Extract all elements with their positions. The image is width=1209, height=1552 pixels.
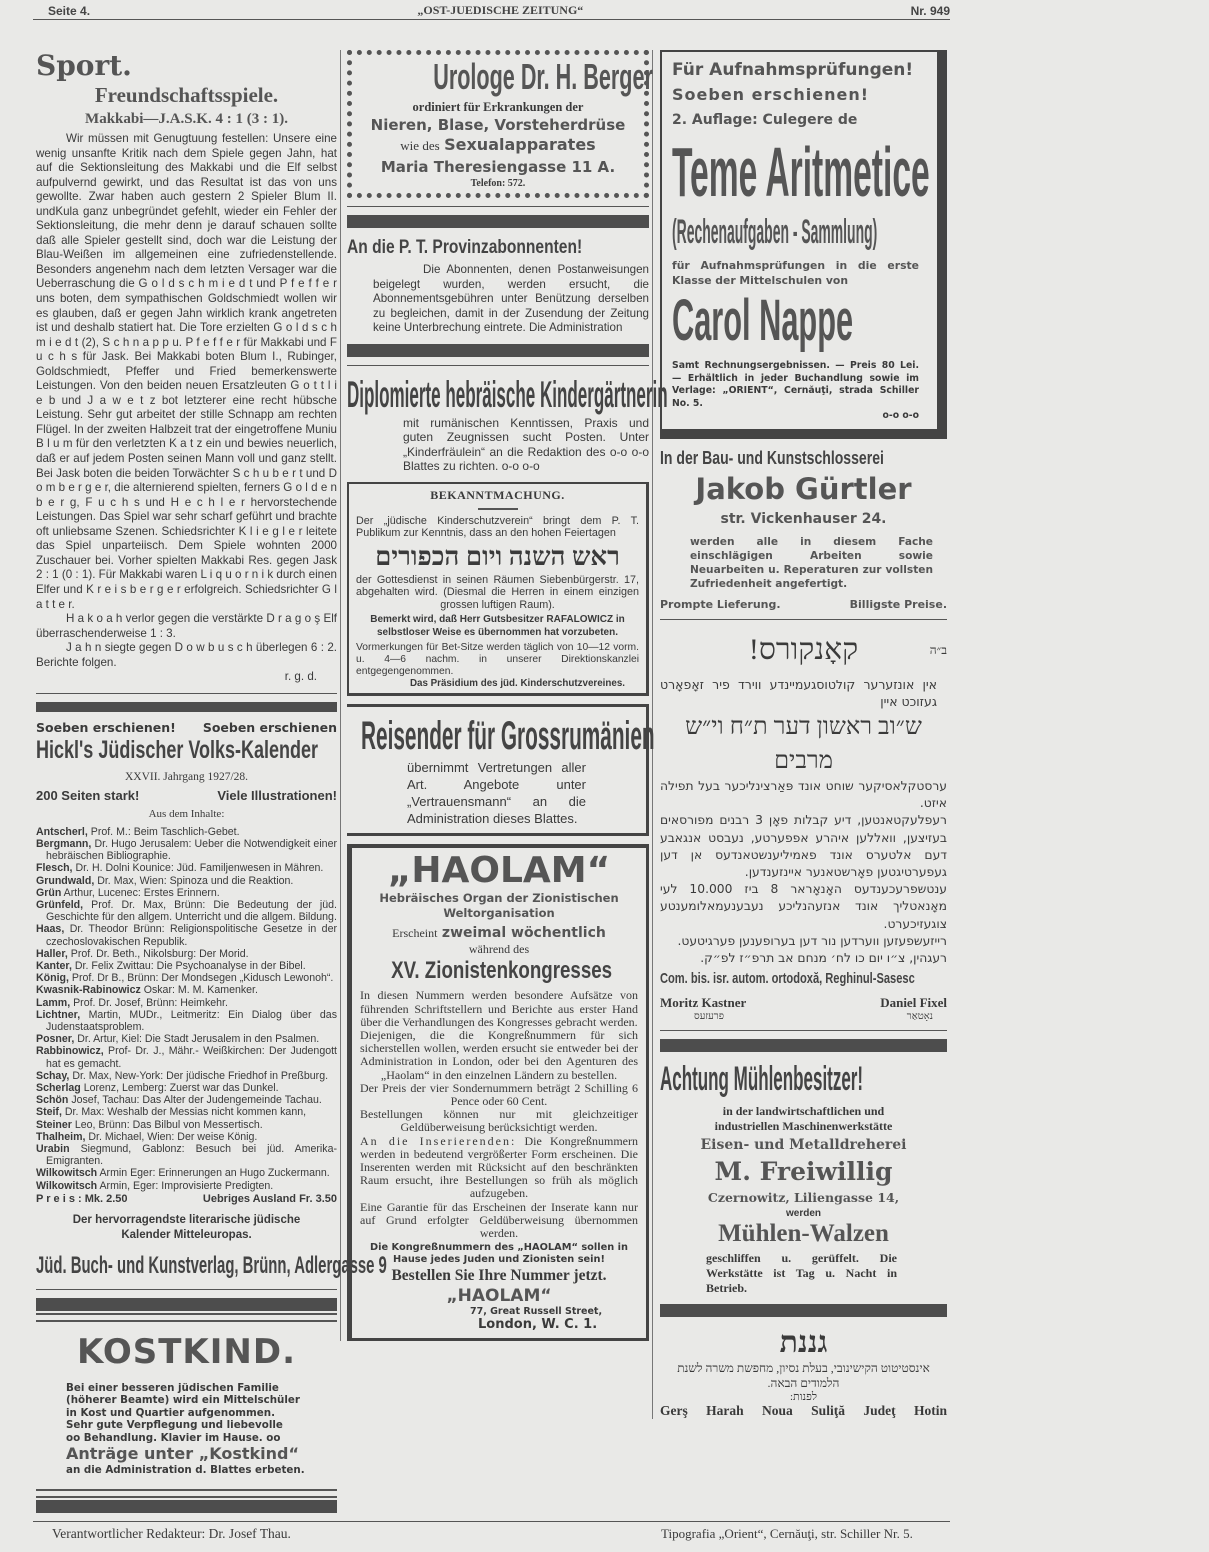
contents-item bbox=[36, 1106, 337, 1118]
ad-text: geschliffen u. gerüffelt. Die Werkstätte ist Tag u. Nacht in Betrieb. bbox=[706, 1251, 897, 1296]
sport-article bbox=[36, 50, 337, 685]
price: P r e i s : Mk. 2.50 bbox=[36, 1192, 128, 1205]
item-title: Dr. Felix Zwittau: Die Psychoanalyse in der Bibel. bbox=[71, 960, 306, 973]
kostkind-text bbox=[36, 1374, 337, 1477]
contents-item bbox=[36, 1119, 337, 1131]
item-author: Kwasnik-Rabinowicz bbox=[36, 984, 141, 997]
item-author: Steiner bbox=[36, 1118, 72, 1131]
divider-bar bbox=[660, 1304, 947, 1317]
item-author: Wilkowitsch bbox=[36, 1179, 98, 1192]
contents-item bbox=[36, 862, 337, 874]
separator bbox=[478, 508, 518, 510]
ad-line: Nieren, Blase, Vorsteherdrüse bbox=[370, 116, 626, 134]
haolam-subtitle: Hebräisches Organ der Zionistischen Weltorganisation bbox=[379, 891, 619, 921]
divider-bar bbox=[660, 1039, 947, 1052]
paragraph: רייזעשפעזען ווערדען נור דען בערופענען פערגיטעט. bbox=[677, 933, 947, 948]
item-author: Flesch, bbox=[36, 862, 73, 875]
haolam-name: „HAOLAM“ bbox=[446, 1286, 552, 1307]
notice-title: BEKANNTMACHUNG. bbox=[430, 487, 565, 502]
item-author: Grundwald, bbox=[36, 874, 95, 887]
item-title: Prof- Dr. J., Mähr.- Weißkirchen: Der Judengott hat es gemacht. bbox=[46, 1045, 337, 1070]
text-line: an die Administration d. Blattes erbeten. bbox=[66, 1464, 305, 1477]
ad-line: ordiniert für Erkrankungen der bbox=[412, 100, 584, 114]
tag-right: Soeben erschienen bbox=[202, 719, 337, 735]
notice-text: Die Abonnenten, denen Postanweisungen beigelegt wurden, werden ersucht, die Abonnementsgebühren unter Benützung derselben zu begleichen, damit in der Zusendung der Zeitung keine Unterbrechung eintrete. Die Administration bbox=[373, 263, 649, 335]
item-title: Martin, MUDr., Leitmeritz: Ein Dialog über das Judenstaatsproblem. bbox=[46, 1008, 337, 1034]
page-columns bbox=[33, 50, 950, 1513]
ad-line: Soeben erschienen! bbox=[672, 85, 870, 104]
divider bbox=[347, 365, 649, 366]
contents-item bbox=[36, 948, 337, 960]
contents-item bbox=[36, 1167, 337, 1179]
divider bbox=[36, 1289, 337, 1290]
paragraph: Diejenigen, die die Kongreßnummern für sich sicherstellen wollen, werden ersucht sie entweder bei der Administration in London, oder bei den Agenturen des „Haolam“ in den einzelnen Ländern zu bestellen. bbox=[360, 1028, 638, 1082]
item-title: Lorenz, Lemberg: Zuerst war das Dunkel. bbox=[80, 1082, 279, 1095]
item-title: Dr. Artur, Kiel: Die Stadt Jerusalem in den Psalmen. bbox=[74, 1033, 320, 1046]
divider-bar bbox=[36, 1500, 337, 1513]
item-author: Lamm, bbox=[36, 996, 71, 1009]
ad-line: industriellen Maschinenwerkstätte bbox=[714, 1119, 893, 1134]
contents-label: Aus dem Inhalte: bbox=[148, 807, 225, 820]
kalender-ad bbox=[36, 719, 387, 1281]
item-title: Prof. Dr. Josef, Brünn: Heimkehr. bbox=[70, 996, 228, 1009]
item-author: Lichtner, bbox=[36, 1008, 81, 1021]
illustrations-note: Viele Illustrationen! bbox=[217, 787, 337, 803]
company-address: str. Vickenhauser 24. bbox=[720, 511, 887, 527]
hebrew-holidays: ראש השנה ויום הכפורים bbox=[375, 541, 620, 571]
item-title: Leo, Brünn: Das Bilbul von Messertisch. bbox=[71, 1118, 263, 1131]
company-name: Jakob Gürtler bbox=[695, 472, 912, 506]
contents-item bbox=[36, 1143, 337, 1167]
community-name: Com. bis. isr. autom. ortodoxă, Reghinul-Sasesc bbox=[660, 970, 915, 988]
address: Maria Theresiengasse 11 A. bbox=[380, 158, 616, 176]
left-column bbox=[33, 49, 387, 1513]
item-author: Haller, bbox=[36, 947, 68, 960]
newspaper-title: „OST-JUEDISCHE ZEITUNG“ bbox=[417, 3, 584, 17]
ad-text: mit rumänischen Kenntissen, Praxis und guten Zeugnissen sucht Posten. Unter „Kinderfräulein“ an die Redaktion des o-o o-o Blattes zu richten. o-o o-o bbox=[403, 415, 649, 474]
paragraph: Die Kongreßnummern werden in bedeutend vergrößerter Form erscheinen. Die Inserenten werden mit Rücksicht auf den beschränkten Raum ersucht, ihre Bestellungen so früh als möglich aufzugeben. bbox=[360, 1133, 638, 1201]
section-title: Sport. bbox=[36, 49, 132, 82]
offer-line: Anträge unter „Kostkind“ bbox=[66, 1444, 300, 1464]
item-title: Armin Eger: Erinnerungen an Hugo Zuckermann. bbox=[97, 1167, 330, 1180]
ornament: o-o o-o bbox=[882, 410, 919, 421]
details-text: Samt Rechnungsergebnissen. — Preis 80 Lei. — Erhältlich in jeder Buchandlung sowie im Verlage: „ORIENT“, Cernăuţi, strada Schiller No. 5. bbox=[672, 360, 919, 409]
article-paragraph: Wir müssen mit Genugtuung festellen: Unsere eine wenig unsanfte Kritik nach dem Spiele gegen Jahn, hat auf die Sektionsleitung des Makkabi und die Elf selbst aufpulvernd gewirkt, und das Resultat ist das von uns gewollte. Zwar haben auch gestern 2 Spieler Blum II. undKula ganz unbegründet gefehlt, wieder ein Fehler der Sektionsleitung, die mehr denn je darauf schauen sollte daß alle Spieler gestellt sind, doch war die Leistung der Blau-Weißen im allgemeinen eine zufriedenstellende. Besonders angenehm nach dem letzten Versager war die Ueberraschung die G o l d s c h m i e d t und P f e f f e r uns boten, dem sympathischen Goldschmiedt wollen wir es glauben, daß er gegen Jahn wirklich krank angetreten ist und deshalb statiert hat. Die Tore erzielten G o l d s c h m i e d t (2), S c h n a p p u. P f e f f e r für Makkabi und F u c h s für Jask. Bei Makkabi boten Blum I., Rubinger, Goldschmiedt, Pfeffer und Fried bemerkenswerte Leistungen. Von den beiden neuen Ersatzleuten G o t t l i e b und J a w e t z bot letzterer eine recht hübsche Leistung. Sehr gut arbeitet der stille Schnapp am rechten Flügel. In der zweiten Halbzeit trat der eingetroffene Muniu B l u m für den verletzten K a t z ein und bewies neuerlich, daß er auf jedem Posten seinen Mann voll und ganz stellt. Bei Jask boten die beiden Torwächter S c h u b e r t und D o m b e r g e r, die alternierend spielten, ferners G o l d e n b e r g, F u c h s und H e c h l e r hervorstechende Leistungen. Das Spiel war sehr scharf geführt und brachte oft unliebsame Szenen. Schiedsrichter K l i e g l e r leitete das Spiel unparteiisch. Dem Spiele wohnten 2000 Zuschauer bei. Vorher spielten Makkabi Res. gegen Jask 2 : 1 (0 : 1). Für Makkabi waren L i q u o r n i k durch einen Elfer und K r e i s b e r g e r erfolgreich. Schiedsrichter G l a t t e r. bbox=[36, 132, 337, 611]
divider-bar bbox=[36, 1298, 337, 1311]
article-paragraph: J a h n siegte gegen D o w b u s c h überlegen 6 : 2. Berichte folgen. bbox=[36, 641, 337, 669]
wave-ornament bbox=[36, 1313, 337, 1322]
article-paragraph: H a k o a h verlor gegen die verstärkte D r a g o ş Elf überraschenderweise 1 : 3. bbox=[36, 612, 337, 640]
item-author: Wilkowitsch bbox=[36, 1167, 98, 1180]
item-title: Dr. H. Dolni Kounice: Jüd. Familjenwesen in Mähren. bbox=[72, 862, 324, 875]
article-heading: Freundschaftsspiele. bbox=[94, 83, 279, 107]
ad-line: für Aufnahmsprüfungen in die erste Klasse der Mittelschulen von bbox=[672, 259, 919, 287]
ad-title: Diplomierte hebräische Kindergärtnerin bbox=[347, 373, 668, 415]
right-column bbox=[652, 50, 950, 1419]
company-name: M. Freiwillig bbox=[714, 1157, 893, 1187]
signatory-role: פרעזעס bbox=[694, 1011, 724, 1023]
item-author: Schön bbox=[36, 1094, 69, 1107]
text-line: Bei einer besseren jüdischen Familie bbox=[66, 1381, 279, 1394]
abonnenten-notice bbox=[347, 236, 649, 336]
signatory-role: נאָטאַר bbox=[906, 1011, 933, 1023]
kostkind-ad bbox=[36, 1298, 337, 1513]
item-title: Prof. M.: Beim Taschlich-Gebet. bbox=[87, 825, 240, 838]
contents-item bbox=[36, 960, 337, 972]
contents-item bbox=[36, 826, 337, 838]
notice-text: אין אונזערער קולטוסגעמיינדע ווירד פיר זאָפאָרט געזוכט איין bbox=[660, 677, 937, 709]
kalender-title: Hickl's Jüdischer Volks-Kalender bbox=[36, 735, 319, 764]
item-author: Urabin bbox=[36, 1143, 70, 1156]
contents-item bbox=[36, 984, 337, 996]
notice-text: Der „jüdische Kinderschutzverein“ bringt dem P. T. Publikum zur Kenntnis, dass an den hohen Feiertagen bbox=[356, 514, 639, 540]
ad-line: לפנות: bbox=[789, 1391, 818, 1404]
ad-slogan: Billigste Preise. bbox=[849, 598, 947, 611]
paragraph: Der Preis der vier Sondernummern beträgt 2 Schilling 6 Pence oder 60 Cent. bbox=[360, 1080, 638, 1109]
contents-item bbox=[36, 997, 337, 1009]
item-title: Siegmund, Gablonz: Besuch bei jüd. Amerika-Emigranten. bbox=[46, 1143, 337, 1168]
congress-title: XV. Zionistenkongresses bbox=[391, 957, 613, 985]
item-author: Grünfeld, bbox=[36, 899, 84, 911]
ad-line: 2. Auflage: Culegere de bbox=[672, 112, 858, 128]
paragraph: ענטשפרעכענדעס האָנאָראר 8 ביז 10.000 לעי מאָנאטליך אונד אנזעהנליכע נעבענעמאלומענטע צוגעזיכערט. bbox=[660, 882, 947, 931]
item-author: Thalheim, bbox=[36, 1130, 86, 1143]
item-title: Dr. Max, New-York: Der jüdische Friedhof in Preßburg. bbox=[69, 1069, 329, 1082]
kostkind-title: KOSTKIND. bbox=[77, 1331, 296, 1372]
paragraph: רעפלעקטאנטען, דיע קבלות פאָן 3 רבנים מפורסאים בעזיצען, וואללען איהרע אפפערטע, נעבסט אנגאבע דעם אלטערס אונד פאמיליענשטאנדעס אן דען געפערטיגטען פאָרשטאנער איינזענדען. bbox=[660, 813, 947, 880]
item-title: Dr. Max: Weshalb der Messias nicht kommen kann, bbox=[61, 1106, 307, 1119]
contact-address: Gerş Harah Noua Suliţă Judeţ Hotin bbox=[660, 1403, 947, 1419]
notice-signature: Das Präsidium des jüd. Kinderschutzvereines. bbox=[409, 678, 625, 690]
header-rule bbox=[33, 19, 950, 20]
ad-line: Für Aufnahmsprüfungen! bbox=[672, 60, 914, 80]
notice-text: Vormerkungen für Bet-Sitze werden täglich von 10—12 vorm. u. 4—6 nachm. in unserer Direktionskanzlei entgegengenommen. bbox=[356, 642, 639, 678]
contents-item bbox=[36, 1082, 337, 1094]
ad-line: während des bbox=[468, 942, 530, 957]
contents-item bbox=[36, 1070, 337, 1082]
contents-item bbox=[36, 875, 337, 887]
middle-column bbox=[340, 50, 668, 1341]
item-author: Scherlag bbox=[36, 1082, 81, 1095]
contents-item bbox=[36, 899, 337, 923]
divider bbox=[36, 693, 337, 694]
item-author: Posner, bbox=[36, 1033, 75, 1046]
contents-item bbox=[36, 1045, 337, 1069]
editor-credit: Verantwortlicher Redakteur: Dr. Josef Thau. bbox=[52, 1525, 291, 1541]
paragraph: Eine Garantie für das Erscheinen der Inserate kann nur auf Grund erfolgter Geldüberweisung übernommen werden. bbox=[360, 1199, 638, 1241]
bh-mark: ב״ה bbox=[929, 642, 947, 657]
teme-ad bbox=[660, 50, 947, 439]
notice-title: An die P. T. Provinzabonnenten! bbox=[347, 237, 583, 258]
reisender-ad bbox=[347, 704, 655, 836]
item-author: Kanter, bbox=[36, 960, 72, 973]
address-street: 77, Great Russell Street, bbox=[470, 1306, 603, 1318]
contents-item bbox=[36, 1094, 337, 1106]
text-line: in Kost und Quartier aufgenommen. bbox=[66, 1406, 275, 1419]
address-city: London, W. C. 1. bbox=[478, 1317, 598, 1333]
haolam-title: „HAOLAM“ bbox=[387, 850, 611, 892]
ad-line: Eisen- und Metalldreherei bbox=[700, 1137, 907, 1154]
item-author: Steif, bbox=[36, 1106, 62, 1119]
item-title: Josef, Tachau: Das Alter der Judengemeinde Tachau. bbox=[68, 1094, 322, 1107]
phone: Telefon: 572. bbox=[470, 178, 526, 189]
doctor-name: Urologe Dr. H. Berger bbox=[433, 56, 653, 97]
page-header bbox=[48, 0, 950, 19]
item-title: Dr. Michael, Wien: Der weise König. bbox=[85, 1130, 258, 1143]
book-author: Carol Nappe bbox=[672, 288, 854, 353]
contents-item bbox=[36, 838, 337, 862]
haolam-text bbox=[360, 989, 638, 1240]
kindergarten-ad bbox=[347, 373, 668, 474]
text-line: oo Behandlung. Klavier im Hause. oo bbox=[66, 1431, 281, 1444]
gannenet-ad bbox=[660, 1325, 947, 1419]
paragraph: Bestellungen können nur mit gleichzeitiger Geldüberweisung berücksichtigt werden. bbox=[360, 1107, 638, 1135]
contents-item bbox=[36, 1033, 337, 1045]
text-line: Sehr gute Verpflegung und liebevolle bbox=[66, 1419, 283, 1432]
divider bbox=[660, 1030, 947, 1031]
signatory: Moritz Kastner bbox=[660, 995, 747, 1011]
contents-item bbox=[36, 1131, 337, 1143]
book-title: Teme Aritmetice bbox=[672, 133, 930, 211]
item-title: Prof. Dr. Max, Brünn: Die Bedeutung der jüd. Geschichte für den allgem. Unterricht und die allgem. Bildung. bbox=[46, 899, 337, 924]
ad-text: übernimmt Vertretungen aller Art. Angebote unter „Vertrauensmann“ an die Administration dieses Blattes. bbox=[407, 760, 586, 827]
notice-note: Bemerkt wird, daß Herr Gutsbesitzer RAFALOWICZ in selbstloser Weise es übernommen hat vorzubeten. bbox=[370, 614, 625, 638]
kalender-year: XXVII. Jahrgang 1927/28. bbox=[124, 770, 249, 783]
paragraph: ערסטקלאסיקער שוחט אונד פּאַרצינליכער בעל תפילה איזט. bbox=[660, 779, 947, 811]
page-footer bbox=[33, 1521, 950, 1542]
paragraph-label: An die Inserierenden: bbox=[360, 1133, 517, 1148]
guertler-ad bbox=[660, 447, 947, 611]
ad-slogan: Prompte Lieferung. bbox=[660, 598, 781, 611]
product-name: Mühlen-Walzen bbox=[718, 1220, 889, 1248]
issue-number: Nr. 949 bbox=[910, 3, 950, 18]
tag-left: Soeben erschienen! bbox=[36, 719, 176, 735]
ad-title: גננת bbox=[779, 1326, 828, 1360]
konkurs-headline: ש״וב ראשון דער ת״ח וי״ש מרבים bbox=[685, 714, 922, 774]
contents-list bbox=[36, 826, 337, 1192]
book-subtitle: (Rechenaufgaben - Sammlung) bbox=[672, 213, 878, 251]
ad-text: werden alle in diesem Fache einschlägigen Arbeiten sowie Neuarbeiten u. Reperaturen zur vollsten Zufriedenheit angefertigt. bbox=[690, 536, 933, 590]
konkurs-title: קאָנקורס! bbox=[748, 633, 859, 666]
printer-credit: Tipografia „Orient“, Cernăuţi, str. Schiller Nr. 5. bbox=[661, 1525, 913, 1541]
ad-line: zweimal wöchentlich bbox=[441, 925, 606, 942]
berger-ad bbox=[347, 50, 653, 198]
ad-line: Sexualapparates bbox=[444, 135, 596, 154]
konkurs-notice bbox=[660, 628, 947, 1022]
ad-title: Reisender für Grossrumänien bbox=[361, 714, 655, 759]
kalender-tagline: Der hervorragendste literarische jüdische Kalender Mitteleuropas. bbox=[72, 1213, 301, 1241]
ad-line: In der Bau- und Kunstschlosserei bbox=[660, 448, 884, 468]
item-title: Dr. Hugo Jerusalem: Ueber die Notwendigkeit einer hebräischen Bibliographie. bbox=[46, 837, 337, 863]
divider-bar bbox=[347, 215, 649, 228]
book-details bbox=[672, 360, 927, 410]
contents-item bbox=[36, 923, 337, 947]
ad-title: Achtung Mühlenbesitzer! bbox=[660, 1060, 864, 1099]
ad-line: in der landwirtschaftlichen und bbox=[722, 1104, 885, 1119]
publisher: Jüd. Buch- und Kunstverlag, Brünn, Adlergasse 9 bbox=[36, 1251, 387, 1279]
divider bbox=[347, 206, 649, 207]
pages-count: 200 Seiten stark! bbox=[36, 787, 140, 803]
ad-text: אינסטיטוט הקישינובי, בעלת נסיון, מחפשת משרה לשנת הלמודים הבאה. bbox=[677, 1361, 930, 1391]
item-author: König, bbox=[36, 972, 69, 985]
signatory: Daniel Fixel bbox=[880, 995, 947, 1011]
item-author: Schay, bbox=[36, 1069, 70, 1082]
price-abroad: Uebriges Ausland Fr. 3.50 bbox=[202, 1192, 337, 1205]
divider-bar bbox=[347, 344, 649, 357]
item-title: Prof. Dr. Beth., Nikolsburg: Der Morid. bbox=[67, 947, 249, 960]
item-author: Grün bbox=[36, 886, 62, 899]
ad-line: wie des bbox=[400, 138, 440, 153]
wave-ornament bbox=[36, 1489, 337, 1498]
item-title: Dr. Theodor Brünn: Religionspolitische Gesetze in der czechoslovakischen Republik. bbox=[46, 923, 337, 948]
item-title: Armin, Eger: Improvisierte Predigten. bbox=[97, 1179, 274, 1192]
paragraph: In diesen Nummern werden besondere Aufsätze von führenden Schriftstellern und Berichte aus erster Hand über die Verhandlungen des Kongresses gebracht werden. bbox=[360, 988, 638, 1029]
divider-bar bbox=[36, 702, 337, 712]
ad-line: werden bbox=[785, 1208, 821, 1220]
item-author: Haas, bbox=[36, 923, 65, 936]
notice-text: der Gottesdienst in seinen Räumen Siebenbürgerstr. 17, abgehalten wird. (Diesmal die Herren in einem einzigen grossen luftigen Raum). bbox=[356, 573, 639, 611]
muehlen-ad bbox=[660, 1060, 947, 1296]
author-signature: r. g. d. bbox=[284, 670, 317, 684]
item-author: Rabbinowicz, bbox=[36, 1045, 104, 1058]
contents-item bbox=[36, 1180, 337, 1192]
item-author: Bergmann, bbox=[36, 837, 92, 850]
match-result: Makkabi—J.A.S.K. 4 : 1 (3 : 1). bbox=[85, 111, 288, 127]
konkurs-text bbox=[660, 778, 947, 967]
bekanntmachung-notice bbox=[347, 482, 649, 697]
company-address: Czernowitz, Liliengasse 14, bbox=[707, 1190, 900, 1206]
paragraph: רעגהין, צ״ו יום כו לח׳ מנחם אב תרפ״ז לפ״ק. bbox=[700, 951, 947, 966]
order-call: Bestellen Sie Ihre Nummer jetzt. bbox=[391, 1267, 607, 1285]
item-author: Antscherl, bbox=[36, 825, 88, 838]
page-number: Seite 4. bbox=[48, 3, 91, 18]
item-title: Dr. Max, Wien: Spinoza und die Reaktion. bbox=[94, 874, 294, 887]
item-title: Prof. Dr B., Brünn: Der Mondsegen „Kidusch Lewonoh“. bbox=[68, 972, 334, 985]
haolam-slogan: Die Kongreßnummern des „HAOLAM“ sollen in Hause jedes Juden und Zionisten sein! bbox=[370, 1242, 628, 1266]
divider bbox=[660, 619, 947, 620]
item-title: Arthur, Lucenec: Erstes Erinnern. bbox=[61, 886, 220, 899]
contents-item bbox=[36, 887, 337, 899]
contents-item bbox=[36, 972, 337, 984]
text-line: (höherer Beamte) wird ein Mittelschüler bbox=[66, 1394, 300, 1407]
item-title: Oskar: M. M. Kamenker. bbox=[140, 984, 258, 997]
haolam-ad bbox=[347, 844, 649, 1341]
contents-item bbox=[36, 1009, 337, 1033]
ad-line: Erscheint bbox=[392, 926, 438, 941]
